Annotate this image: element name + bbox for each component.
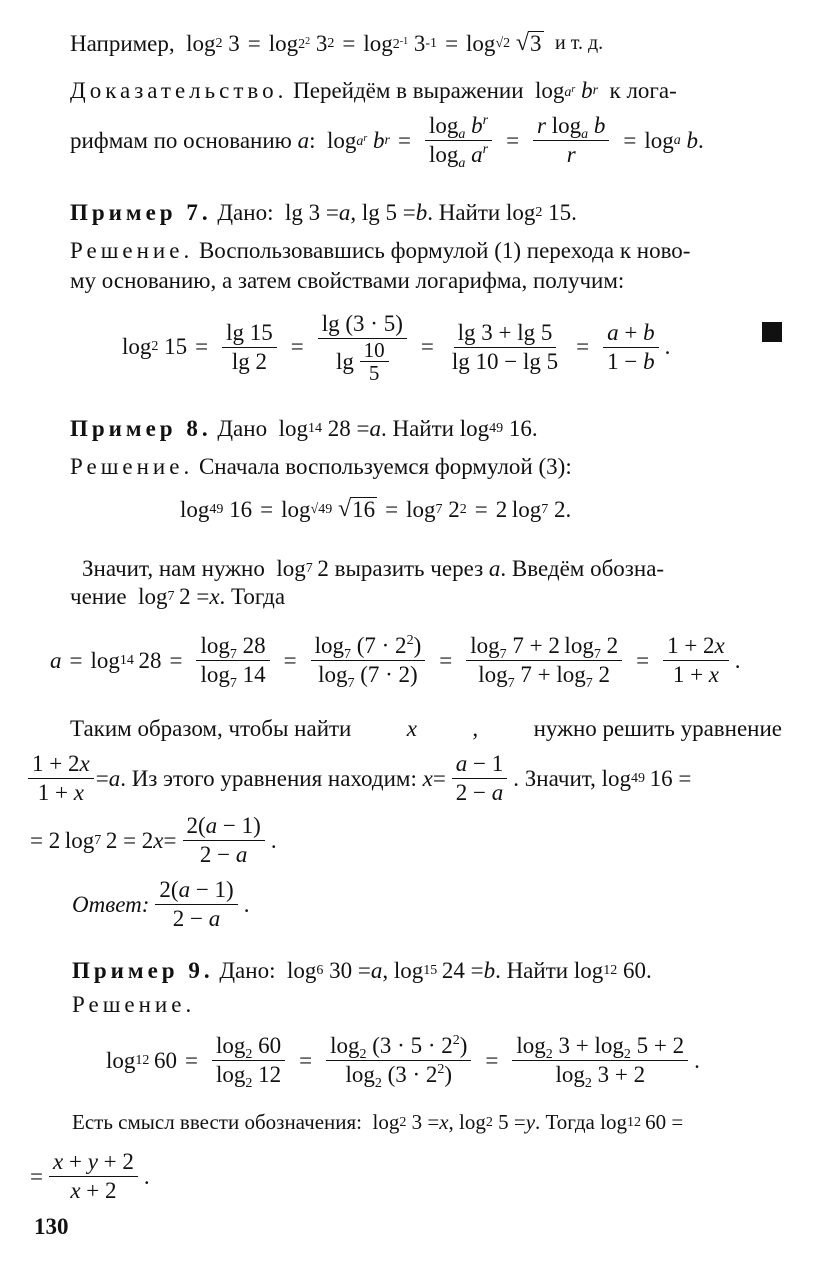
- end-of-solution-square-icon: [762, 322, 782, 342]
- ex8-answer-label: Ответ:: [72, 891, 150, 917]
- ex8-thus-text: Таким образом, чтобы найти: [70, 716, 352, 741]
- ex9-note: Есть смысл ввести обозначения: log 2 3 = x , log 2 5 = y . Тогда log 12 60 =: [72, 1110, 684, 1134]
- ex8-sol-text: Сначала воспользуемся формулой (3):: [198, 454, 572, 479]
- ex8-formula-1: log 49 16 = log √49 √ 16 = log 7 2 2 = 2 log 7 2.: [180, 496, 572, 522]
- ex7-sol-text-2: му основанию, а затем свойствами логарифма, получим:: [70, 268, 625, 293]
- ex7-sol-2: [70, 268, 624, 294]
- intro-suffix: и т. д.: [555, 32, 604, 54]
- proof-text-3: рифмам по основанию: [70, 127, 292, 153]
- ex8-means-2: чение log 7 2 = x . Тогда: [70, 584, 286, 609]
- ex7-formula: log 2 15 = $\frac{\lg 15}{\lg 2}$ = lg (3 · 5) lg $\frac{10}{5}$ = $\frac{\lg 3 + \lg 5}{\lg 10 - \lg 5}$ = $\frac{a + b}{1 - b}$ .: [122, 311, 671, 385]
- intro-prefix: Например,: [70, 30, 175, 56]
- ex9-header: Пример 9. Дано: log 6 30 = a , log 15 24 = b . Найти log 12 60.: [72, 958, 652, 983]
- ex8-formula-2: a = log 14 28 = $\frac{\log_7 28}{\log_7 14}$ = $\frac{\log_7 (7 \cdot 2^2)}{\log_7 (7 \cdot 2)}$ = $\frac{\log_7 7 + 2 \log_7 2}{\log_7 7 + \log_7 2}$ = $\frac{1 + 2x}{1 + x}$ .: [50, 633, 741, 691]
- ex7-given: Дано:: [217, 200, 274, 225]
- ex9-sol: [72, 992, 195, 1018]
- ex9-note-1: Есть смысл ввести обозначения:: [72, 1110, 363, 1134]
- ex8-thus: Таким образом, чтобы найти x , нужно решить уравнение: [70, 716, 782, 741]
- ex7-sol-1: [70, 238, 690, 264]
- page-number: 130: [34, 1214, 69, 1239]
- ex7-sol-text-1: Воспользовавшись формулой (1) перехода к ново-: [198, 238, 691, 263]
- proof-text-1: Перейдём в выражении: [293, 78, 524, 103]
- ex9-label: Пример 9.: [72, 958, 214, 983]
- ex8-means-2-text: выразить через: [334, 556, 484, 581]
- ex9-formula: log 12 60 = $\frac{\log_2 60}{\log_2 12}$ = $\frac{\log_2 (3 \cdot 5 \cdot 2^2)}{\log_2 (3 \cdot 2^2)}$ = $\frac{\log_2 3 + \log_2 5 + 2}{\log_2 3 + 2}$ .: [106, 1033, 700, 1091]
- ex8-means-1: Значит, нам нужно log 7 2 выразить через a . Введём обозна-: [82, 556, 665, 581]
- ex8-thus-2-text: нужно решить уравнение: [533, 716, 782, 741]
- ex9-result: = $\frac{x + y + 2}{x + 2}$ .: [30, 1149, 150, 1203]
- ex8-means-3-text: Введём обозна-: [511, 556, 665, 581]
- proof-text-2: к лога-: [609, 78, 677, 103]
- ex8-label: Пример 8.: [70, 416, 212, 441]
- ex7-label: Пример 7.: [70, 200, 212, 225]
- ex8-sol-label: Решение.: [70, 454, 194, 479]
- proof-label: Доказательство.: [70, 78, 288, 103]
- ex8-answer: Ответ: $\frac{2(a - 1)}{2 - a}$ .: [72, 877, 250, 931]
- ex8-then: Тогда: [231, 584, 286, 609]
- ex8-sol: [70, 454, 572, 480]
- proof-line-2: рифмам по основанию a : log $a^r$ b r = $\frac{\log_a b^r}{\log_a a^r}$ = $\frac{r \log_a b}{r}$ = log a b .: [70, 113, 704, 171]
- ex7-header: Пример 7. Дано: lg 3 = a , lg 5 = b . Найти log 2 15.: [70, 200, 577, 225]
- ex9-given: Дано:: [219, 958, 276, 983]
- ex7-sol-label: Решение.: [70, 238, 194, 263]
- ex9-sol-label: Решение.: [72, 992, 196, 1017]
- ex8-given: Дано: [217, 416, 268, 441]
- ex8-equation-line: $\frac{1 + 2x}{1 + x}$ = a . Из этого уравнения находим: x = $\frac{a - 1}{2 - a}$ . Значит, log 49 16 =: [28, 750, 691, 807]
- ex7-find: Найти: [438, 200, 501, 225]
- ex8-find: Найти: [392, 416, 454, 441]
- intro-line: Например, log 2 3 = log $2^2$ 3 2 = log $2^{-1}$ 3 -1 = log √2 √ 3 и т. д.: [70, 30, 604, 56]
- ex8-therefore: Значит,: [524, 765, 596, 791]
- ex8-means-1-text: Значит, нам нужно: [82, 556, 265, 581]
- ex8-means-4-text: чение: [70, 584, 127, 609]
- ex9-note-2: Тогда: [545, 1110, 595, 1134]
- ex9-find: Найти: [506, 958, 569, 983]
- ex8-result-line: = 2 log 7 2 = 2 x = $\frac{2(a - 1)}{2 - a}$ .: [30, 813, 277, 867]
- proof-line-1: Доказательство. Перейдём в выражении log $a^r$ b r к лога-: [70, 78, 677, 103]
- ex8-header: Пример 8. Дано log 14 28 = a . Найти log 49 16.: [70, 416, 538, 441]
- ex8-from-eq: Из этого уравнения находим:: [131, 765, 417, 791]
